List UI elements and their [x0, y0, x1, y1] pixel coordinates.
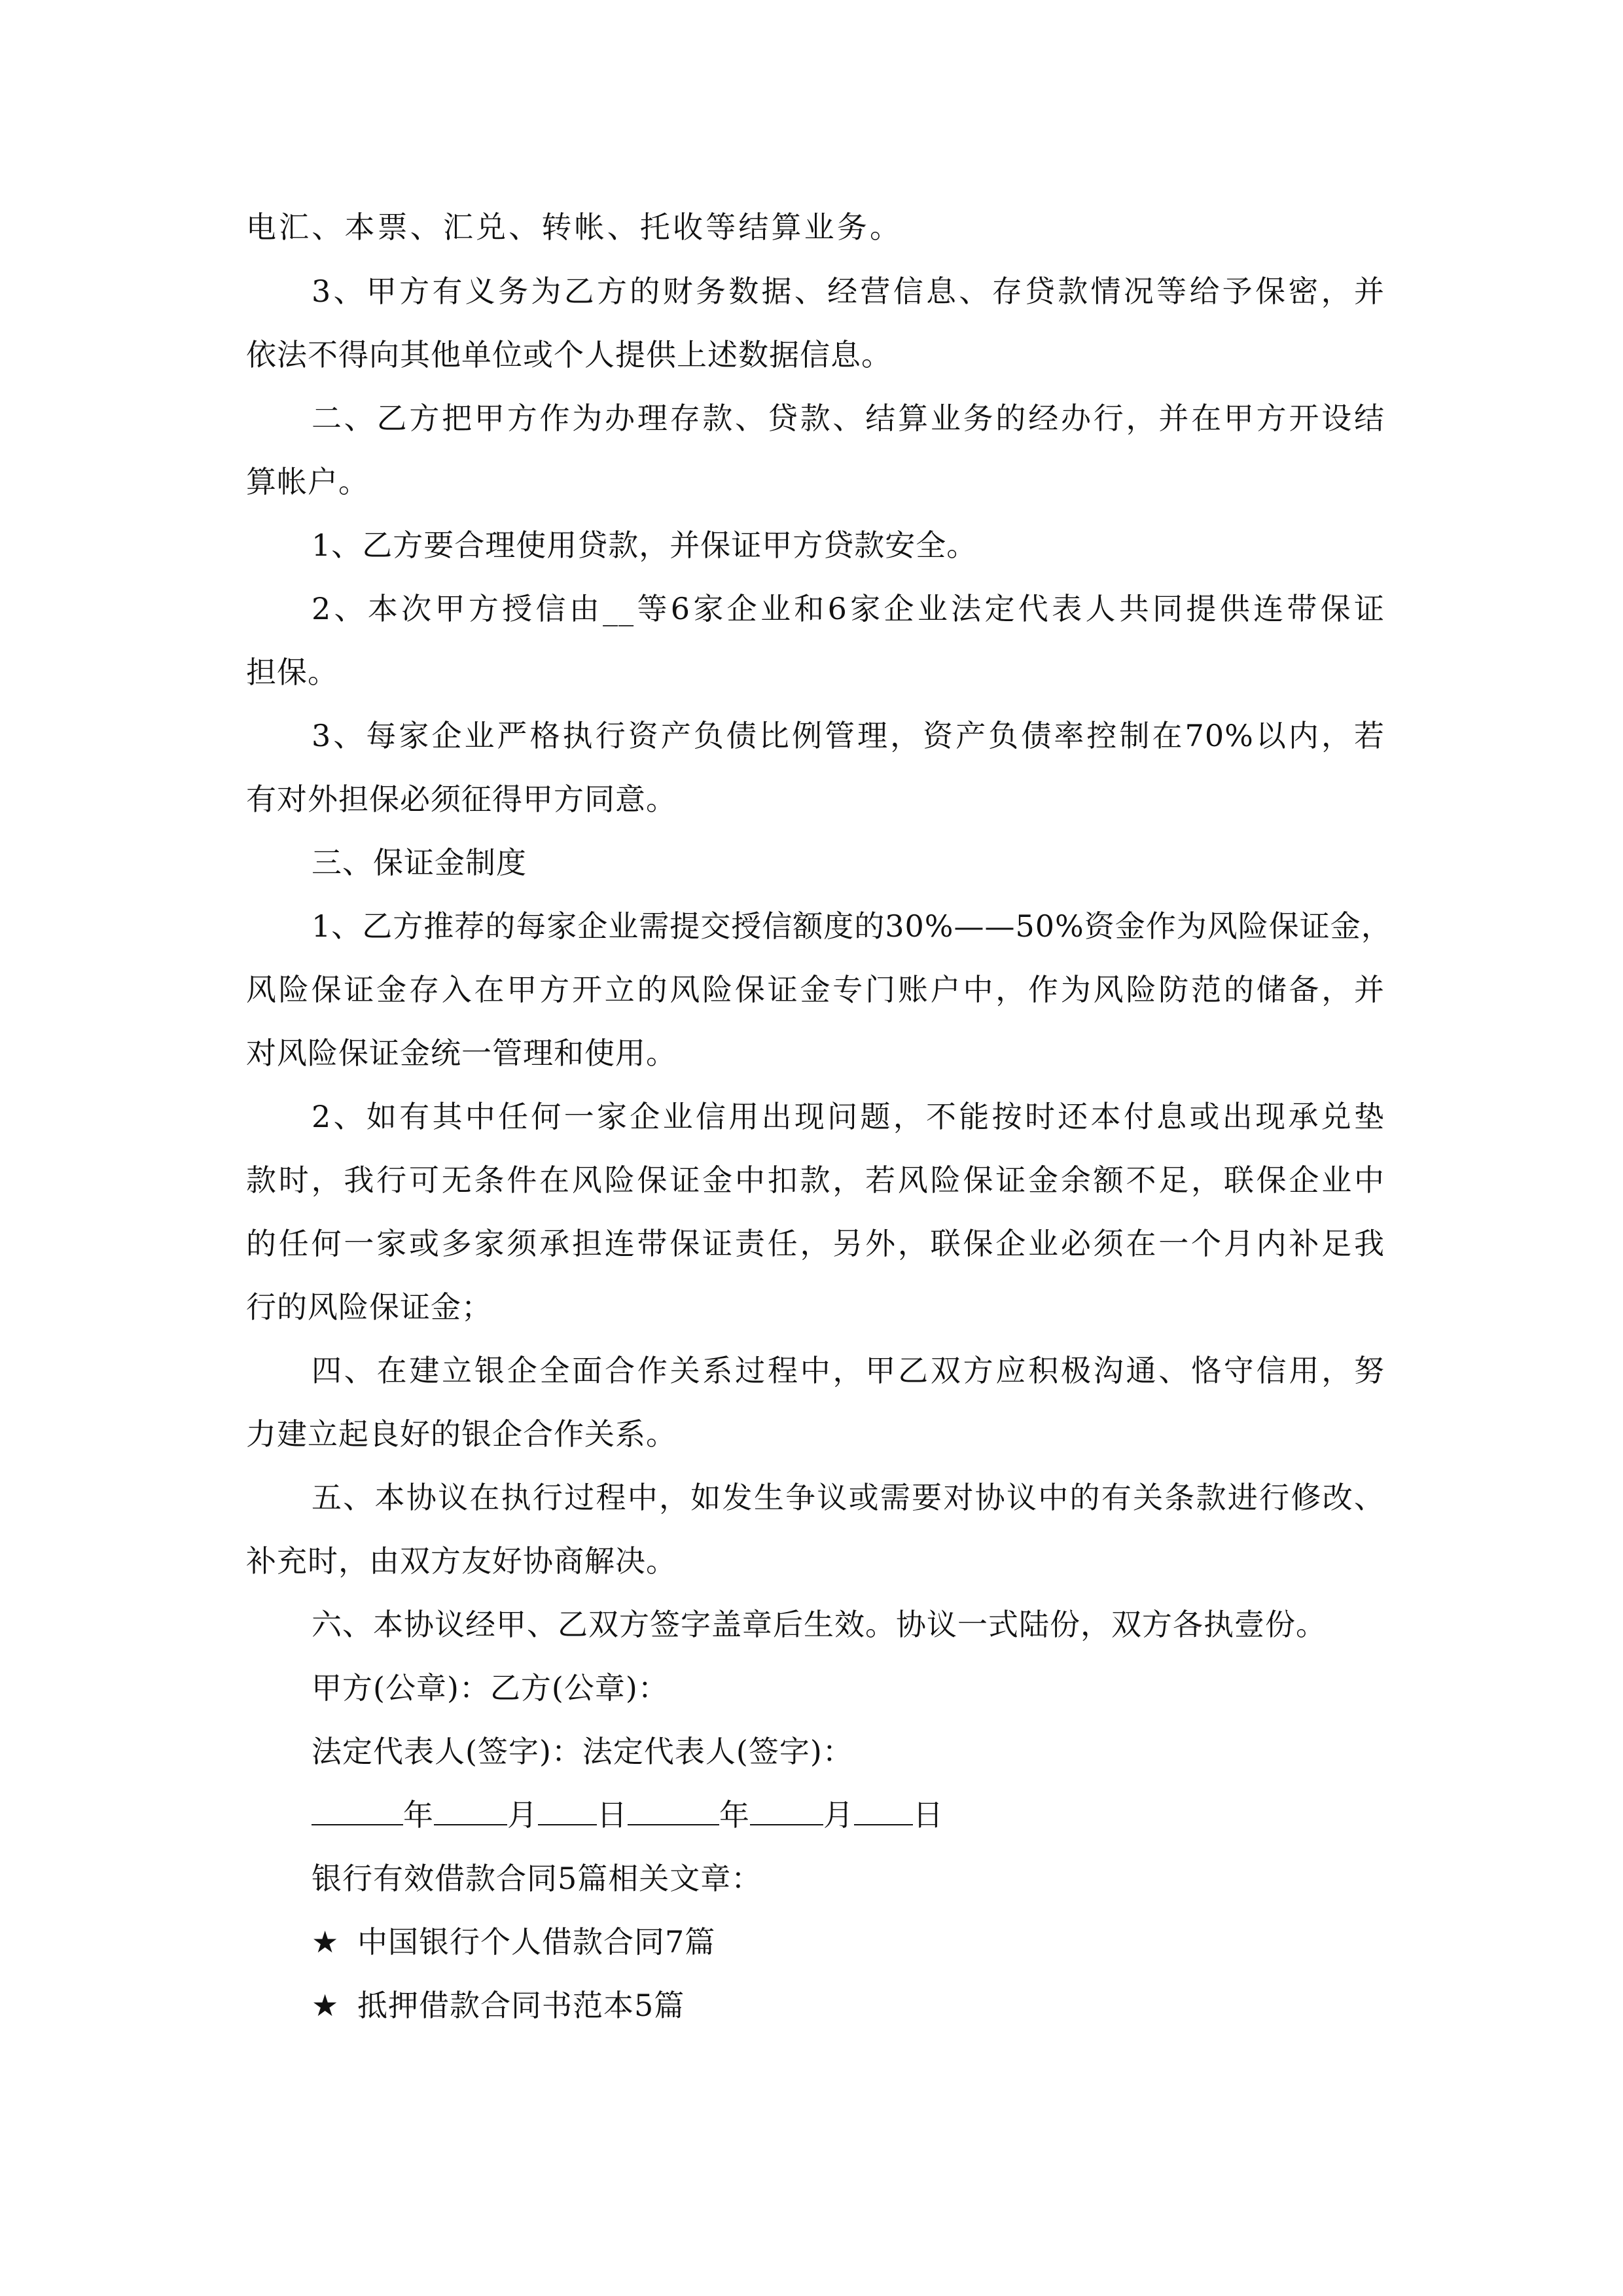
date-blank	[628, 1795, 719, 1825]
paragraph-line: 算帐户。	[246, 464, 369, 499]
related-article-item[interactable]	[312, 1976, 1463, 2035]
paragraph-line: 1、乙方要合理使用贷款，并保证甲方贷款安全。	[312, 528, 978, 563]
related-article-link[interactable]: 抵押借款合同书范本5篇	[357, 1988, 685, 2023]
paragraph-line: 二、乙方把甲方作为办理存款、贷款、结算业务的经办行，并在甲方开设结	[312, 401, 1385, 436]
star-icon: ★	[312, 1924, 340, 1960]
date-day-label: 日	[913, 1797, 944, 1833]
date-blank	[538, 1795, 597, 1825]
paragraph-line: 五、本协议在执行过程中，如发生争议或需要对协议中的有关条款进行修改、	[312, 1480, 1385, 1515]
section-heading: 三、保证金制度	[312, 845, 527, 880]
date-day-label: 日	[597, 1797, 628, 1833]
paragraph-line: 对风险保证金统一管理和使用。	[246, 1035, 677, 1071]
paragraph-line: 3、每家企业严格执行资产负债比例管理，资产负债率控制在70%以内，若	[312, 718, 1385, 753]
paragraph-line: 2、如有其中任何一家企业信用出现问题，不能按时还本付息或出现承兑垫	[312, 1099, 1385, 1134]
paragraph-line: 六、本协议经甲、乙双方签字盖章后生效。协议一式陆份，双方各执壹份。	[312, 1607, 1327, 1642]
date-month-label: 月	[507, 1797, 538, 1833]
date-year-label: 年	[719, 1797, 750, 1833]
paragraph-line: 担保。	[246, 655, 338, 690]
date-blank	[750, 1795, 823, 1825]
paragraph-line: 电汇、本票、汇兑、转帐、托收等结算业务。	[246, 209, 901, 245]
related-articles-heading: 银行有效借款合同5篇相关文章：	[312, 1861, 762, 1896]
paragraph-line: 1、乙方推荐的每家企业需提交授信额度的30%——50%资金作为风险保证金，	[312, 908, 1392, 944]
date-month-label: 月	[823, 1797, 854, 1833]
date-blank	[434, 1795, 507, 1825]
signature-representative-line: 法定代表人(签字)：法定代表人(签字)：	[312, 1734, 853, 1769]
paragraph-line: 2、本次甲方授信由__等6家企业和6家企业法定代表人共同提供连带保证	[312, 591, 1385, 626]
related-article-link[interactable]: 中国银行个人借款合同7篇	[357, 1924, 716, 1960]
date-blank	[854, 1795, 913, 1825]
paragraph-line: 依法不得向其他单位或个人提供上述数据信息。	[246, 337, 892, 372]
paragraph-line: 的任何一家或多家须承担连带保证责任，另外，联保企业必须在一个月内补足我	[246, 1226, 1385, 1261]
paragraph-line: 行的风险保证金；	[246, 1289, 492, 1325]
date-line	[312, 1785, 1463, 1844]
paragraph-line: 力建立起良好的银企合作关系。	[246, 1416, 677, 1452]
star-icon: ★	[312, 1988, 340, 2023]
date-blank	[312, 1795, 403, 1825]
signature-party-line: 甲方(公章)：乙方(公章)：	[312, 1670, 669, 1706]
paragraph-line: 风险保证金存入在甲方开立的风险保证金专门账户中，作为风险防范的储备，并	[246, 972, 1385, 1007]
paragraph-line: 四、在建立银企全面合作关系过程中，甲乙双方应积极沟通、恪守信用，努	[312, 1353, 1385, 1388]
paragraph-line: 3、甲方有义务为乙方的财务数据、经营信息、存贷款情况等给予保密，并	[312, 274, 1385, 309]
date-year-label: 年	[403, 1797, 434, 1833]
paragraph-line: 款时，我行可无条件在风险保证金中扣款，若风险保证金余额不足，联保企业中	[246, 1162, 1385, 1198]
paragraph-line: 有对外担保必须征得甲方同意。	[246, 781, 677, 817]
paragraph-line: 补充时，由双方友好协商解决。	[246, 1543, 677, 1579]
related-article-item[interactable]	[312, 1912, 1463, 1971]
